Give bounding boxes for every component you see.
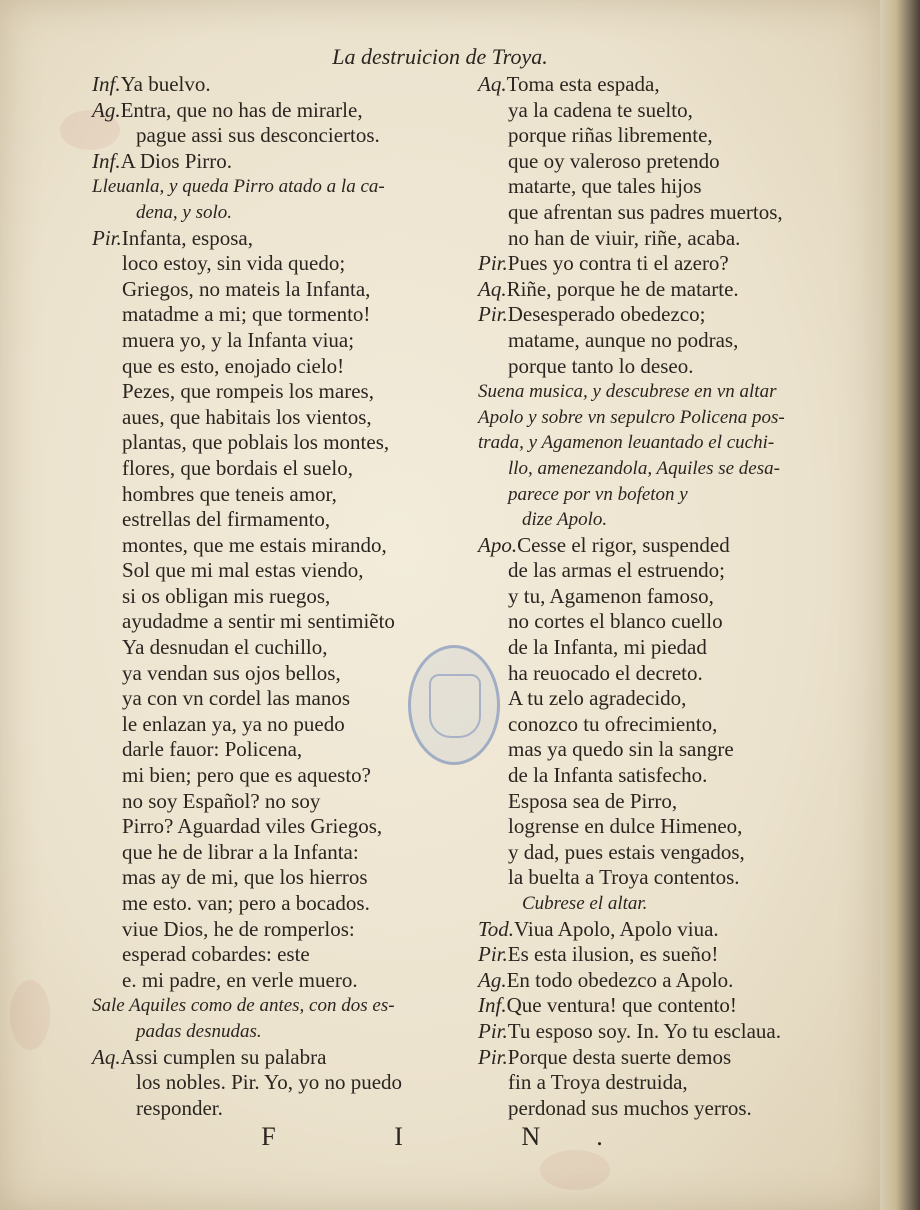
- stage-direction-line: [478, 430, 863, 456]
- line-text: Ya desnudan el cuchillo,: [122, 635, 328, 660]
- verse-line: [478, 917, 863, 943]
- stage-direction-line: [478, 456, 863, 482]
- speaker-label: Apo.: [478, 532, 518, 557]
- line-text: matame, aunque no podras,: [508, 327, 739, 352]
- line-text: si os obligan mis ruegos,: [122, 583, 331, 608]
- fin-marker: F I N.: [261, 1122, 659, 1151]
- speaker-label: Ag.: [92, 97, 121, 122]
- speaker-label: Inf.: [478, 993, 507, 1018]
- verse-line: [92, 405, 472, 431]
- speaker-label: Tod.: [478, 916, 515, 941]
- speaker-label: Pir.: [478, 942, 508, 967]
- line-text: En todo obedezco a Apolo.: [506, 967, 734, 992]
- line-text: no cortes el blanco cuello: [508, 609, 723, 634]
- verse-line: [478, 993, 863, 1019]
- line-text: ha reuocado el decreto.: [508, 660, 703, 685]
- line-text: porque tanto lo deseo.: [508, 353, 694, 378]
- speaker-label: Pir.: [478, 302, 508, 327]
- line-text: Suena musica, y descubrese en vn altar: [478, 381, 777, 403]
- next-page-edge: [880, 0, 920, 1210]
- stage-direction-line: [478, 891, 863, 917]
- line-text: loco estoy, sin vida quedo;: [122, 251, 346, 276]
- library-stamp: [408, 645, 500, 765]
- verse-line: [478, 302, 863, 328]
- speaker-label: Aq.: [478, 72, 507, 96]
- verse-line: [478, 737, 863, 763]
- line-text: perdonad sus muchos yerros.: [508, 1095, 752, 1120]
- verse-line: [478, 174, 863, 200]
- verse-line: [92, 1070, 472, 1096]
- line-text: trada, y Agamenon leuantado el cuchi-: [478, 432, 775, 454]
- line-text: Esposa sea de Pirro,: [508, 788, 678, 813]
- speaker-label: Inf.: [92, 148, 121, 173]
- speaker-label: Aq.: [92, 1044, 121, 1069]
- foxing-stain: [10, 980, 50, 1050]
- verse-line: [92, 72, 472, 98]
- line-text: llo, amenezandola, Aquiles se desa-: [508, 457, 780, 479]
- verse-line: [92, 251, 472, 277]
- verse-line: [478, 635, 863, 661]
- verse-line: [92, 1045, 472, 1071]
- line-text: parece por vn bofeton y: [508, 483, 688, 505]
- verse-line: [478, 968, 863, 994]
- verse-line: [92, 456, 472, 482]
- verse-line: [92, 558, 472, 584]
- verse-line: [92, 302, 472, 328]
- verse-line: [92, 226, 472, 252]
- line-text: padas desnudas.: [136, 1020, 262, 1042]
- verse-line: [478, 149, 863, 175]
- stage-direction-line: [478, 405, 863, 431]
- line-text: Infanta, esposa,: [121, 225, 253, 250]
- line-text: Porque desta suerte demos: [507, 1044, 732, 1069]
- verse-line: [478, 1019, 863, 1045]
- line-text: Pirro? Aguardad viles Griegos,: [122, 814, 383, 839]
- right-column: [478, 72, 863, 1121]
- line-text: no han de viuir, riñe, acaba.: [508, 225, 741, 250]
- line-text: Que ventura! que contento!: [506, 993, 737, 1018]
- line-text: responder.: [136, 1095, 223, 1120]
- verse-line: [478, 558, 863, 584]
- line-text: viue Dios, he de romperlos:: [122, 916, 355, 941]
- stage-direction-line: [478, 379, 863, 405]
- verse-line: [478, 72, 863, 98]
- speaker-label: Ag.: [478, 967, 507, 992]
- line-text: Pezes, que rompeis los mares,: [122, 379, 374, 404]
- verse-line: [478, 686, 863, 712]
- line-text: que afrentan sus padres muertos,: [508, 199, 783, 224]
- verse-line: [478, 123, 863, 149]
- line-text: ayudadme a sentir mi sentimiẽto: [122, 609, 395, 634]
- speaker-label: Pir.: [92, 225, 122, 250]
- verse-line: [92, 968, 472, 994]
- line-text: me esto. van; pero a bocados.: [122, 891, 370, 915]
- speaker-label: Aq.: [478, 276, 507, 301]
- line-text: no soy Español? no soy: [122, 788, 321, 813]
- line-text: plantas, que poblais los montes,: [122, 430, 390, 455]
- line-text: que oy valeroso pretendo: [508, 148, 720, 173]
- stage-direction-line: [92, 993, 472, 1019]
- verse-line: [92, 533, 472, 559]
- line-text: ya vendan sus ojos bellos,: [122, 660, 341, 685]
- stage-direction-line: [478, 507, 863, 533]
- line-text: Tu esposo soy. In. Yo tu esclaua.: [507, 1018, 781, 1043]
- verse-line: [92, 328, 472, 354]
- line-text: fin a Troya destruida,: [508, 1070, 688, 1095]
- verse-line: [92, 814, 472, 840]
- verse-line: [478, 763, 863, 789]
- line-text: Cubrese el altar.: [522, 893, 648, 914]
- line-text: Riñe, porque he de matarte.: [506, 276, 739, 301]
- verse-line: [92, 840, 472, 866]
- verse-line: [478, 840, 863, 866]
- verse-line: [478, 712, 863, 738]
- verse-line: [92, 98, 472, 124]
- line-text: esperad cobardes: este: [122, 942, 310, 967]
- stage-direction-line: [92, 1019, 472, 1045]
- line-text: Desesperado obedezco;: [507, 302, 706, 327]
- line-text: que he de librar a la Infanta:: [122, 839, 359, 864]
- verse-line: [478, 1070, 863, 1096]
- stage-direction-line: [92, 174, 472, 200]
- line-text: dize Apolo.: [522, 509, 608, 531]
- stage-direction-line: [92, 200, 472, 226]
- verse-line: [478, 661, 863, 687]
- verse-line: [478, 814, 863, 840]
- verse-line: [478, 277, 863, 303]
- verse-line: [92, 354, 472, 380]
- line-text: hombres que teneis amor,: [122, 481, 337, 506]
- line-text: muera yo, y la Infanta viua;: [122, 327, 355, 352]
- verse-line: [92, 917, 472, 943]
- stage-direction-line: [478, 482, 863, 508]
- line-text: dena, y solo.: [136, 201, 233, 223]
- running-title: La destruicion de Troya.: [332, 44, 548, 69]
- verse-line: [478, 533, 863, 559]
- verse-line: [92, 277, 472, 303]
- line-text: que es esto, enojado cielo!: [122, 353, 345, 378]
- verse-line: [92, 737, 472, 763]
- speaker-label: Inf.: [92, 72, 121, 96]
- line-text: mi bien; pero que es aquesto?: [122, 763, 372, 788]
- line-text: y tu, Agamenon famoso,: [508, 583, 714, 608]
- line-text: Pues yo contra ti el azero?: [507, 251, 729, 276]
- line-text: Sale Aquiles como de antes, con dos es-: [92, 995, 395, 1017]
- line-text: los nobles. Pir. Yo, yo no puedo: [136, 1070, 403, 1095]
- verse-line: [478, 584, 863, 610]
- line-text: Viua Apolo, Apolo viua.: [514, 916, 719, 941]
- line-text: Lleuanla, y queda Pirro atado a la ca-: [92, 176, 385, 198]
- line-text: A tu zelo agradecido,: [508, 686, 687, 711]
- line-text: mas ya quedo sin la sangre: [508, 737, 734, 762]
- line-text: aues, que habitais los vientos,: [122, 404, 372, 429]
- line-text: e. mi padre, en verle muero.: [122, 967, 358, 992]
- line-text: le enlazan ya, ya no puedo: [122, 711, 345, 736]
- verse-line: [92, 942, 472, 968]
- verse-line: [478, 789, 863, 815]
- verse-line: [92, 789, 472, 815]
- verse-line: [92, 891, 472, 917]
- verse-line: [92, 123, 472, 149]
- speaker-label: Pir.: [478, 1018, 508, 1043]
- line-text: de la Infanta, mi piedad: [508, 635, 707, 660]
- verse-line: [92, 379, 472, 405]
- verse-line: [478, 942, 863, 968]
- verse-line: [92, 1096, 472, 1122]
- verse-line: [478, 328, 863, 354]
- line-text: pague assi sus desconciertos.: [136, 123, 380, 148]
- left-column: [92, 72, 472, 1121]
- line-text: estrellas del firmamento,: [122, 507, 331, 532]
- verse-line: [478, 1045, 863, 1071]
- line-text: porque riñas libremente,: [508, 123, 713, 148]
- line-text: conozco tu ofrecimiento,: [508, 711, 718, 736]
- coat-of-arms-icon: [429, 674, 481, 738]
- verse-line: [92, 482, 472, 508]
- line-text: de las armas el estruendo;: [508, 558, 725, 583]
- line-text: Es esta ilusion, es sueño!: [507, 942, 719, 967]
- line-text: mas ay de mi, que los hierros: [122, 865, 368, 890]
- line-text: Toma esta espada,: [506, 72, 660, 96]
- foxing-stain: [540, 1150, 610, 1190]
- line-text: darle fauor: Policena,: [122, 737, 303, 762]
- line-text: Assi cumplen su palabra: [120, 1044, 327, 1069]
- line-text: ya con vn cordel las manos: [122, 686, 351, 711]
- line-text: Entra, que no has de mirarle,: [120, 97, 363, 122]
- verse-line: [92, 507, 472, 533]
- verse-line: [92, 430, 472, 456]
- line-text: de la Infanta satisfecho.: [508, 763, 708, 788]
- line-text: Sol que mi mal estas viendo,: [122, 558, 364, 583]
- verse-line: [478, 98, 863, 124]
- verse-line: [478, 200, 863, 226]
- verse-line: [478, 865, 863, 891]
- line-text: Ya buelvo.: [120, 72, 211, 96]
- line-text: matadme a mi; que tormento!: [122, 302, 371, 327]
- speaker-label: Pir.: [478, 251, 508, 276]
- verse-line: [92, 763, 472, 789]
- line-text: y dad, pues estais vengados,: [508, 839, 745, 864]
- line-text: A Dios Pirro.: [120, 148, 233, 173]
- line-text: Cesse el rigor, suspended: [517, 532, 730, 557]
- line-text: logrense en dulce Himeneo,: [508, 814, 743, 839]
- line-text: Apolo y sobre vn sepulcro Policena pos-: [478, 406, 785, 428]
- verse-line: [478, 609, 863, 635]
- verse-line: [92, 584, 472, 610]
- line-text: la buelta a Troya contentos.: [508, 865, 740, 890]
- verse-line: [92, 149, 472, 175]
- line-text: montes, que me estais mirando,: [122, 532, 387, 557]
- verse-line: [478, 251, 863, 277]
- line-text: flores, que bordais el suelo,: [122, 455, 353, 480]
- speaker-label: Pir.: [478, 1044, 508, 1069]
- line-text: ya la cadena te suelto,: [508, 97, 693, 122]
- verse-line: [92, 635, 472, 661]
- verse-line: [478, 1096, 863, 1122]
- verse-line: [478, 354, 863, 380]
- verse-line: [92, 609, 472, 635]
- verse-line: [92, 865, 472, 891]
- line-text: Griegos, no mateis la Infanta,: [122, 276, 371, 301]
- verse-line: [478, 226, 863, 252]
- line-text: matarte, que tales hijos: [508, 174, 702, 199]
